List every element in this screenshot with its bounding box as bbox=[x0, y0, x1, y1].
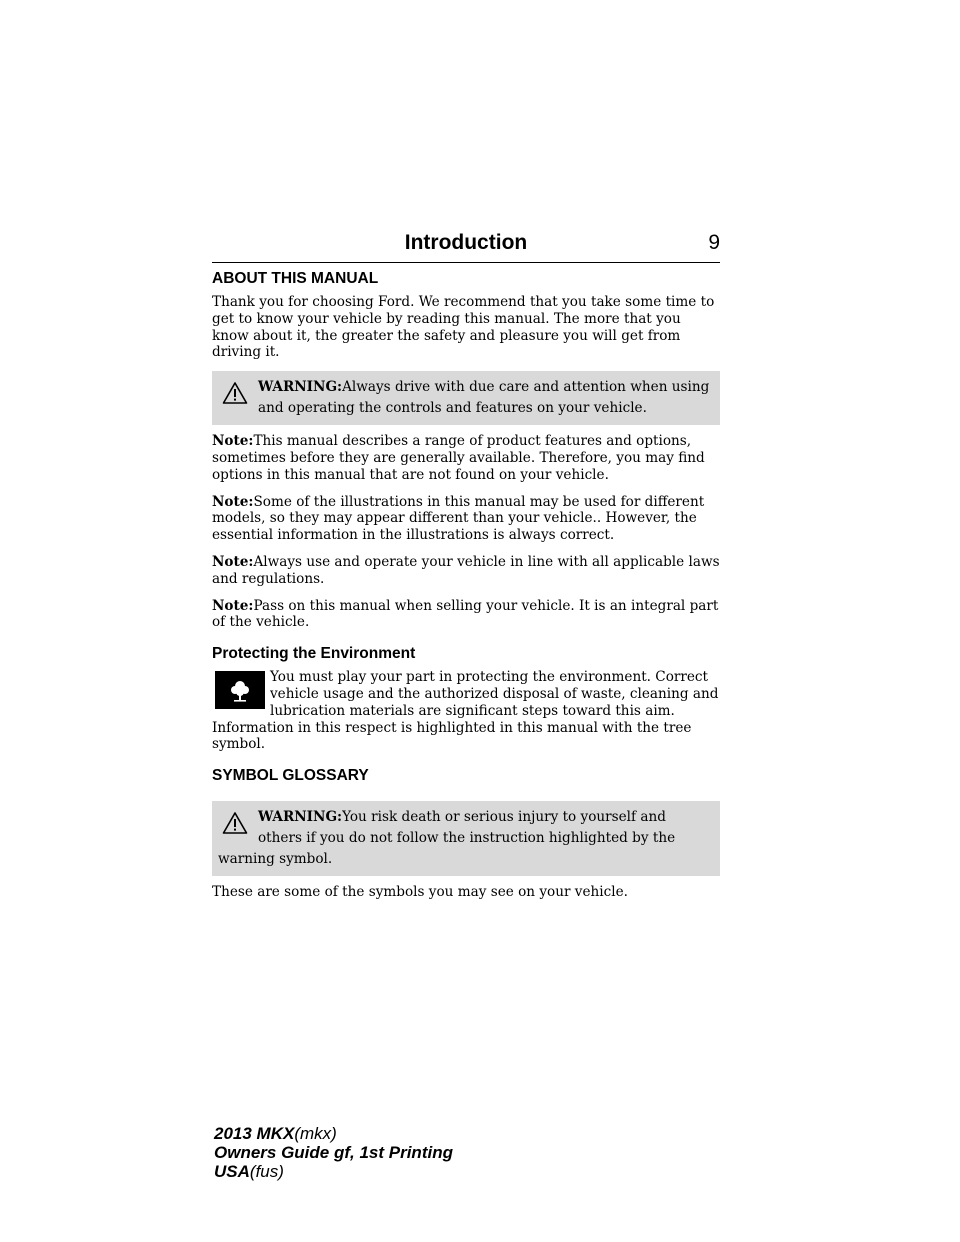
footer-model-code: (mkx) bbox=[294, 1124, 337, 1143]
warning-text: Always drive with due care and attention when using and operating the controls and features on your vehicle. bbox=[258, 379, 710, 417]
page-content bbox=[212, 270, 720, 911]
environment-text: Information in this respect is highlighted in this manual with the tree symbol. bbox=[212, 719, 692, 753]
page-number: 9 bbox=[708, 231, 720, 254]
warning-text-continued: warning symbol. bbox=[218, 851, 333, 868]
note-text: This manual describes a range of product features and options, sometimes before they are generally available. Therefore, you may find options in this manual that are not found on your vehicle. bbox=[212, 433, 705, 483]
note-paragraph bbox=[212, 598, 720, 632]
note-text: Pass on this manual when selling your vehicle. It is an integral part of the vehicle. bbox=[212, 597, 719, 631]
note-label: Note: bbox=[212, 553, 254, 570]
glossary-warning-box bbox=[212, 801, 720, 876]
warning-triangle-icon bbox=[222, 811, 248, 835]
about-heading: ABOUT THIS MANUAL bbox=[212, 270, 379, 287]
note-label: Note: bbox=[212, 493, 254, 510]
environment-section bbox=[212, 669, 720, 753]
environment-heading: Protecting the Environment bbox=[212, 645, 416, 663]
glossary-outro: These are some of the symbols you may see on your vehicle. bbox=[212, 884, 628, 901]
note-paragraph bbox=[212, 494, 720, 544]
glossary-warning-paragraph bbox=[258, 807, 714, 849]
environment-text-indented: You must play your part in protecting the environment. Correct vehicle usage and the authorized disposal of waste, cleaning and lubrication materials are significant steps toward this aim. bbox=[270, 669, 719, 719]
footer-model: 2013 MKX bbox=[214, 1124, 295, 1143]
note-paragraph bbox=[212, 554, 720, 588]
footer-line-model bbox=[214, 1124, 453, 1143]
note-text: Always use and operate your vehicle in line with all applicable laws and regulations. bbox=[212, 553, 720, 587]
warning-text: You risk death or serious injury to yourself and others if you do not follow the instruction highlighted by the bbox=[258, 809, 676, 847]
note-label: Note: bbox=[212, 597, 254, 614]
note-paragraph bbox=[212, 433, 720, 483]
footer-market-code: (fus) bbox=[249, 1162, 284, 1181]
footer-guide: Owners Guide gf, 1st Printing bbox=[214, 1143, 453, 1162]
footer-market: USA bbox=[214, 1162, 250, 1181]
note-label: Note: bbox=[212, 433, 254, 450]
note-text: Some of the illustrations in this manual may be used for different models, so they may appear different than your vehicle.. However, the essential information in the illustrations is always correct. bbox=[212, 493, 705, 544]
warning-box bbox=[212, 371, 720, 425]
warning-label: WARNING: bbox=[258, 379, 343, 396]
glossary-heading: SYMBOL GLOSSARY bbox=[212, 767, 369, 785]
section-title: Introduction bbox=[404, 231, 528, 254]
page-header bbox=[212, 228, 720, 263]
tree-icon bbox=[215, 671, 265, 709]
warning-triangle-icon bbox=[222, 381, 248, 405]
about-intro: Thank you for choosing Ford. We recommend that you take some time to get to know your vehicle by reading this manual. The more that you know about it, the greater the safety and pleasure you will get from driving it. bbox=[212, 294, 715, 361]
footer-line-market bbox=[214, 1162, 453, 1181]
warning-paragraph bbox=[258, 377, 714, 419]
warning-label: WARNING: bbox=[258, 809, 343, 826]
page-footer bbox=[214, 1124, 453, 1181]
